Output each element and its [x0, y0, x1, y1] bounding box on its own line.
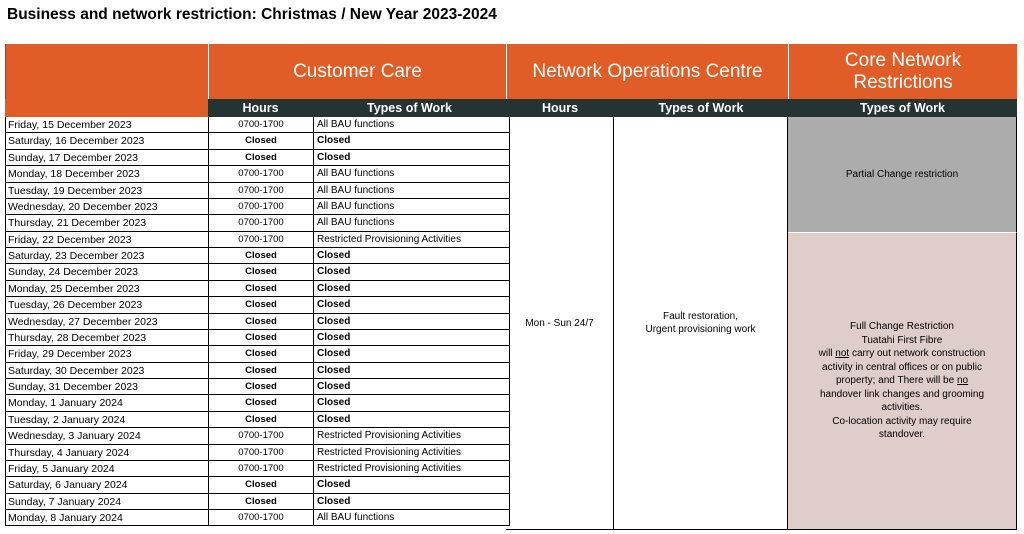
table-row	[5, 264, 505, 280]
table-row	[5, 248, 505, 264]
row-cc-work: Closed	[313, 133, 510, 149]
row-cc-work: Restricted Provisioning Activities	[313, 232, 510, 248]
row-cc-work: Closed	[313, 412, 510, 428]
row-cc-work: All BAU functions	[313, 199, 510, 215]
table-row	[5, 494, 505, 510]
table-row	[5, 232, 505, 248]
header-core-network	[788, 44, 1017, 99]
row-cc-hours: 0700-1700	[208, 445, 313, 461]
row-cc-work: All BAU functions	[313, 510, 510, 526]
row-cc-hours: 0700-1700	[208, 510, 313, 526]
subheader-cc-hours: Hours	[208, 99, 313, 117]
row-date: Tuesday, 26 December 2023	[5, 297, 208, 313]
header-blank	[5, 44, 208, 99]
row-cc-hours: Closed	[208, 395, 313, 411]
row-cc-work: Restricted Provisioning Activities	[313, 461, 510, 477]
row-cc-hours: 0700-1700	[208, 461, 313, 477]
row-cc-work: Closed	[313, 150, 510, 166]
row-cc-work: Closed	[313, 314, 510, 330]
table-row	[5, 330, 505, 346]
row-cc-hours: Closed	[208, 494, 313, 510]
row-date: Monday, 25 December 2023	[5, 281, 208, 297]
table-row	[5, 117, 505, 133]
row-date: Tuesday, 2 January 2024	[5, 412, 208, 428]
table-row	[5, 166, 505, 182]
row-cc-work: Closed	[313, 281, 510, 297]
row-cc-hours: Closed	[208, 346, 313, 362]
table-row	[5, 428, 505, 444]
row-date: Saturday, 16 December 2023	[5, 133, 208, 149]
noc-work-line1: Fault restoration,	[662, 311, 739, 322]
row-cc-work: Closed	[313, 477, 510, 493]
row-cc-work: Closed	[313, 494, 510, 510]
subheader-noc-hours: Hours	[506, 99, 614, 117]
row-cc-work: All BAU functions	[313, 183, 510, 199]
row-cc-hours: 0700-1700	[208, 199, 313, 215]
row-cc-hours: Closed	[208, 379, 313, 395]
core-full-restriction	[788, 233, 1017, 530]
subheader-cc-types: Types of Work	[313, 99, 506, 117]
row-date: Wednesday, 3 January 2024	[5, 428, 208, 444]
table-row	[5, 477, 505, 493]
noc-work-line2: Urgent provisioning work	[645, 324, 756, 335]
row-cc-work: Closed	[313, 363, 510, 379]
core-full-colocation: Co-location activity may require standover.	[832, 415, 972, 441]
noc-work-cell	[614, 117, 788, 530]
row-cc-hours: 0700-1700	[208, 183, 313, 199]
row-cc-work: All BAU functions	[313, 166, 510, 182]
row-date: Thursday, 4 January 2024	[5, 445, 208, 461]
table-row	[5, 133, 505, 149]
row-cc-work: Restricted Provisioning Activities	[313, 445, 510, 461]
row-date: Saturday, 6 January 2024	[5, 477, 208, 493]
table-row	[5, 281, 505, 297]
row-date: Thursday, 28 December 2023	[5, 330, 208, 346]
row-date: Monday, 18 December 2023	[5, 166, 208, 182]
row-cc-hours: Closed	[208, 314, 313, 330]
header-core-line2: Restrictions	[853, 71, 953, 93]
table-row	[5, 314, 505, 330]
subheader-blank	[5, 99, 208, 117]
row-cc-hours: 0700-1700	[208, 428, 313, 444]
core-full-body: will not carry out network construction activity in central offices or on public property; and There will be no handover link changes and grooming activities.	[818, 348, 986, 414]
row-cc-work: All BAU functions	[313, 215, 510, 231]
row-cc-hours: Closed	[208, 363, 313, 379]
row-cc-hours: Closed	[208, 133, 313, 149]
core-full-company: Tuatahi First Fibre	[861, 334, 943, 346]
row-date: Thursday, 21 December 2023	[5, 215, 208, 231]
row-date: Sunday, 7 January 2024	[5, 494, 208, 510]
row-cc-hours: 0700-1700	[208, 215, 313, 231]
row-date: Monday, 1 January 2024	[5, 395, 208, 411]
subheader-core-types: Types of Work	[788, 99, 1017, 117]
row-date: Friday, 29 December 2023	[5, 346, 208, 362]
table-row	[5, 412, 505, 428]
row-cc-hours: Closed	[208, 412, 313, 428]
row-cc-hours: Closed	[208, 477, 313, 493]
table-row	[5, 346, 505, 362]
table-row	[5, 510, 505, 526]
table-row	[5, 445, 505, 461]
table-row	[5, 395, 505, 411]
row-cc-hours: Closed	[208, 281, 313, 297]
subheader-noc-types: Types of Work	[614, 99, 788, 117]
row-cc-hours: Closed	[208, 330, 313, 346]
row-date: Monday, 8 January 2024	[5, 510, 208, 526]
page-title: Business and network restriction: Christmas / New Year 2023-2024	[7, 6, 497, 23]
row-date: Wednesday, 27 December 2023	[5, 314, 208, 330]
table-row	[5, 150, 505, 166]
row-cc-hours: Closed	[208, 248, 313, 264]
schedule-table	[5, 117, 505, 526]
row-date: Tuesday, 19 December 2023	[5, 183, 208, 199]
row-cc-work: Closed	[313, 395, 510, 411]
row-cc-work: Closed	[313, 379, 510, 395]
row-cc-hours: Closed	[208, 150, 313, 166]
row-cc-work: Restricted Provisioning Activities	[313, 428, 510, 444]
row-date: Saturday, 30 December 2023	[5, 363, 208, 379]
table-row	[5, 215, 505, 231]
row-cc-work: Closed	[313, 346, 510, 362]
table-row	[5, 183, 505, 199]
table-row	[5, 363, 505, 379]
table-row	[5, 297, 505, 313]
row-cc-work: All BAU functions	[313, 117, 510, 133]
core-partial-restriction: Partial Change restriction	[788, 117, 1017, 233]
row-cc-hours: Closed	[208, 264, 313, 280]
noc-hours-cell: Mon - Sun 24/7	[506, 117, 614, 530]
row-cc-hours: Closed	[208, 297, 313, 313]
row-cc-hours: 0700-1700	[208, 232, 313, 248]
row-cc-hours: 0700-1700	[208, 117, 313, 133]
row-date: Friday, 15 December 2023	[5, 117, 208, 133]
row-date: Saturday, 23 December 2023	[5, 248, 208, 264]
row-cc-work: Closed	[313, 297, 510, 313]
row-date: Sunday, 24 December 2023	[5, 264, 208, 280]
row-cc-work: Closed	[313, 248, 510, 264]
row-date: Friday, 5 January 2024	[5, 461, 208, 477]
table-row	[5, 199, 505, 215]
row-cc-hours: 0700-1700	[208, 166, 313, 182]
row-date: Sunday, 17 December 2023	[5, 150, 208, 166]
header-noc: Network Operations Centre	[506, 44, 788, 99]
row-cc-work: Closed	[313, 264, 510, 280]
row-date: Friday, 22 December 2023	[5, 232, 208, 248]
header-core-line1: Core Network	[844, 49, 962, 71]
row-date: Wednesday, 20 December 2023	[5, 199, 208, 215]
row-cc-work: Closed	[313, 330, 510, 346]
table-row	[5, 461, 505, 477]
table-row	[5, 379, 505, 395]
header-customer-care: Customer Care	[208, 44, 506, 99]
core-full-title: Full Change Restriction	[850, 321, 954, 333]
row-date: Sunday, 31 December 2023	[5, 379, 208, 395]
